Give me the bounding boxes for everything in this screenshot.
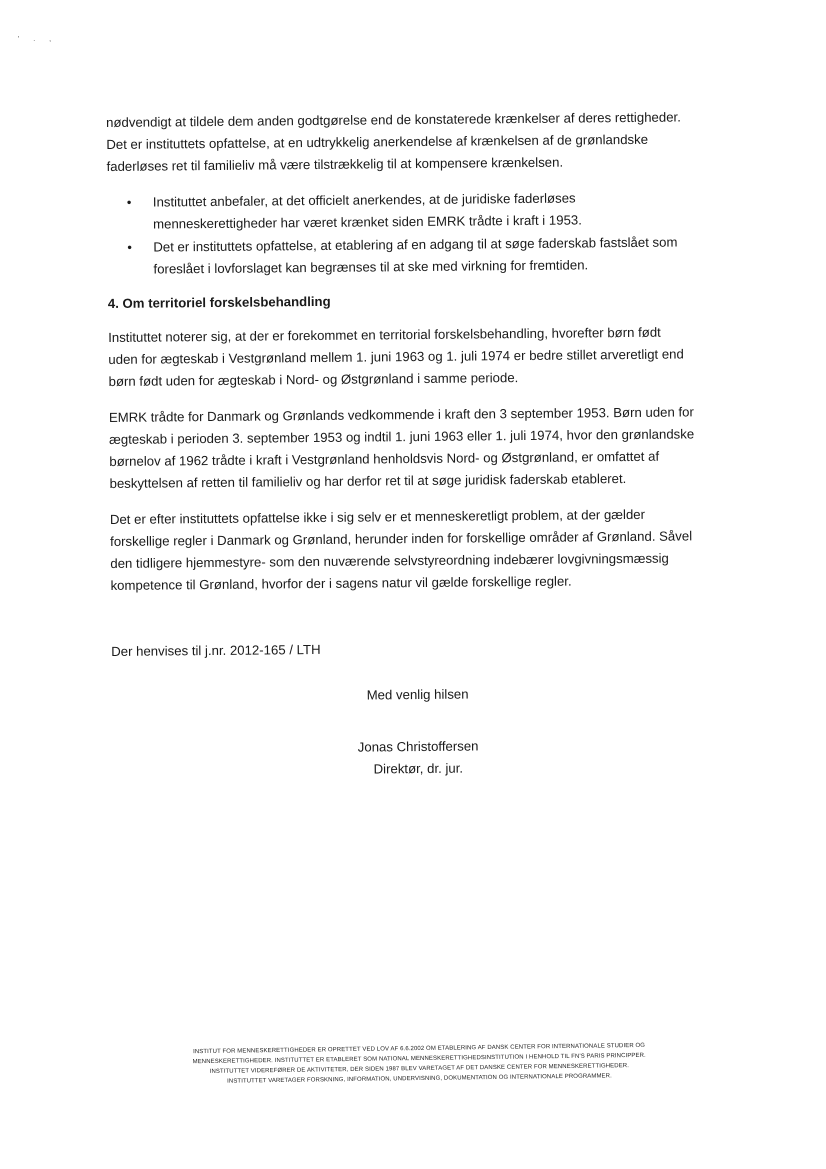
scan-marks: ' . , [18, 36, 58, 43]
text-line: uden for ægteskab i Vestgrønland mellem 1. juni 1963 og 1. juli 1974 er bedre stillet arveretligt end [108, 346, 684, 367]
text-line: den tidligere hjemmestyre- som den nuværende selvstyreordning indebærer lovgivningsmæssig [110, 550, 669, 571]
signer-name: Jonas Christoffersen [357, 738, 479, 755]
paragraph-institute-opinion [110, 503, 723, 597]
text-line: forskellige regler i Danmark og Grønland, herunder inden for forskellige områder af Grønland. Såvel [110, 528, 693, 549]
footer-line: INSTITUTTET VARETAGER FORSKNING, INFORMATION, UNDERVISNING, DOKUMENTATION OG INTERNATIONALE PROGRAMMER. [227, 1073, 612, 1085]
text-line: Det er instituttets opfattelse, at en udtrykkelig anerkendelse af krænkelsen af de grønlandske [106, 131, 649, 152]
text-line: foreslået i lovforslaget kan begrænses til at ske med virkning for fremtiden. [153, 257, 589, 277]
text-line: kompetence til Grønland, hvorfor der i sagens natur vil gælde forskellige regler. [110, 573, 572, 593]
text-line: menneskerettigheder har været krænket siden EMRK trådte i kraft i 1953. [153, 212, 582, 232]
text-line: beskyttelsen af retten til familieliv og har derfor ret til at søge juridisk faderskab etableret. [109, 471, 627, 491]
letter-body [106, 106, 724, 783]
intro-paragraph [106, 106, 719, 178]
paragraph-emrk-dates [109, 401, 722, 495]
text-line: Instituttet anbefaler, at det officielt anerkendes, at de juridiske faderløses [152, 190, 576, 210]
section-heading: 4. Om territoriel forskelsbehandling [107, 293, 331, 311]
text-line: Det er efter instituttets opfattelse ikke i sig selv er et menneskeretligt problem, at der gælder [109, 506, 646, 527]
footer-line: INSTITUTTET VIDEREFØRER DE AKTIVITETER, DER SIDEN 1987 BLEV VARETAGET AF DET DANSKE CENTER FOR MENNESKERETTIGHEDER. [209, 1063, 630, 1075]
footer-line: INSTITUT FOR MENNESKERETTIGHEDER ER OPRETTET VED LOV AF 6.6.2002 OM ETABLERING AF DANSK CENTER FOR INTERNATIONALE STUDIER OG [193, 1042, 646, 1056]
text-line: Instituttet noterer sig, at der er forekommet en territorial forskelsbehandling, hvorefter børn født [108, 324, 661, 345]
text-line: nødvendigt at tildele dem anden godtgørelse end de konstaterede krænkelser af deres rettigheder. [106, 109, 681, 130]
text-line: ægteskab i perioden 3. september 1953 og indtil 1. juni 1963 eller 1. juli 1974, hvor den grønlandske [109, 426, 695, 447]
paragraph-territorial-notice [108, 321, 721, 393]
signer-title: Direktør, dr. jur. [373, 760, 464, 777]
text-line: Det er instituttets opfattelse, at etablering af en adgang til at søge faderskab fastslået som [153, 234, 678, 255]
footer-line: MENNESKERETTIGHEDER. INSTITUTTET ER ETABLERET SOM NATIONAL MENNESKERETTIGHEDSINSTITUTION I HENHOLD TIL FN'S PARIS PRINCIPPER. [192, 1052, 646, 1066]
institution-footer [172, 1041, 667, 1088]
closing-greeting: Med venlig hilsen [366, 686, 469, 703]
text-line: børnelov af 1962 trådte i kraft i Vestgrønland henholdsvis Nord- og Østgrønland, er omfattet af [109, 448, 660, 469]
list-item [107, 231, 719, 281]
list-item [107, 186, 719, 236]
case-reference: Der henvises til j.nr. 2012-165 / LTH [111, 641, 321, 659]
text-line: børn født uden for ægteskab i Nord- og Østgrønland i samme periode. [108, 370, 519, 389]
text-line: faderløses ret til familieliv må være tilstrækkelig til at kompensere krænkelsen. [106, 154, 564, 174]
recommendation-list [107, 186, 720, 281]
text-line: EMRK trådte for Danmark og Grønlands vedkommende i kraft den 3 september 1953. Børn uden for [108, 404, 694, 425]
bullet-icon: • [126, 194, 132, 210]
bullet-icon: • [127, 239, 132, 255]
